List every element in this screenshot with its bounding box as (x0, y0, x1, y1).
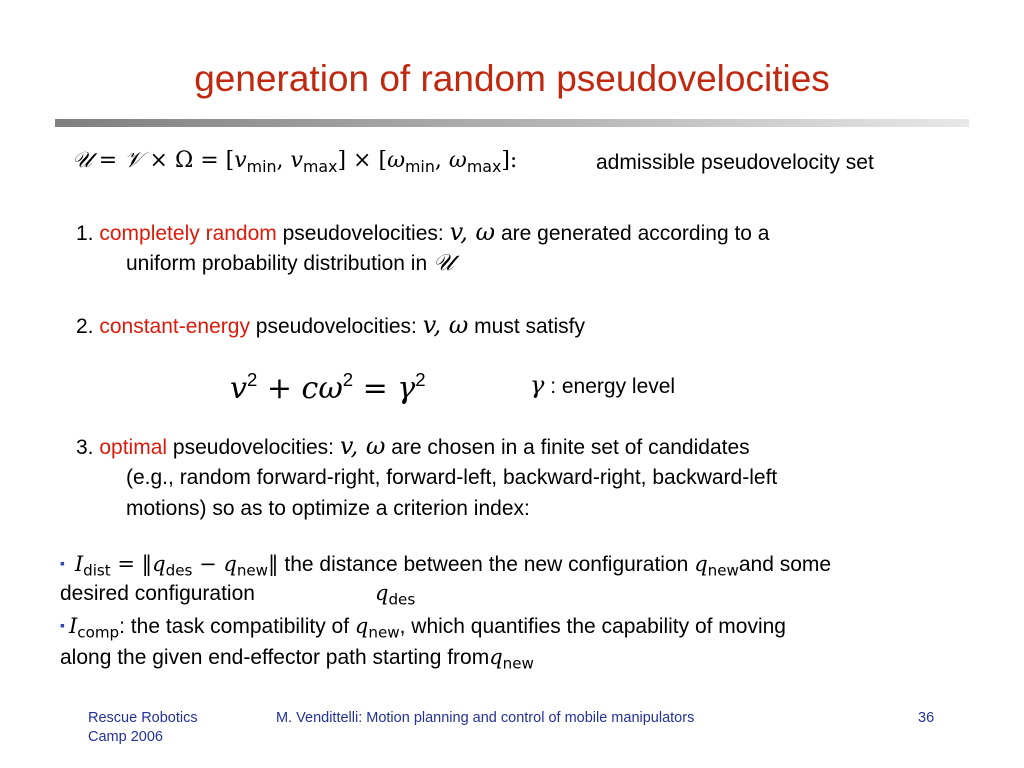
bullet-1-text-a: the distance between the new configuration (284, 553, 689, 576)
item-1-set-symbol: 𝒰 (433, 250, 454, 276)
item-1-symbols: v, ω (449, 218, 496, 246)
i-dist-formula: $I_{dist}$ = $‖q_{des}$ − $q_{new}‖$ (74, 552, 279, 580)
bullet-2-text-a: : the task compatibility of (119, 615, 350, 638)
bullet-1-line-1 (60, 550, 831, 584)
footer-center: M. Vendittelli: Motion planning and control of mobile manipulators (276, 710, 695, 726)
q-new-symbol: $q_{new}$ (694, 552, 739, 580)
item-2-text-b: must satisfy (474, 315, 585, 338)
energy-equation: $v^2 + c\omega^2 = \gamma^2$ (230, 369, 426, 407)
item-2-highlight: constant-energy (99, 315, 250, 338)
item-1-line-2 (126, 250, 454, 277)
item-3-highlight: optimal (99, 436, 168, 459)
bullet-2-line-2 (60, 644, 534, 677)
footer-left-line-2: Camp 2006 (88, 729, 163, 745)
item-2-text-a: pseudovelocities: (255, 315, 417, 338)
item-1-line-1 (76, 219, 770, 247)
gamma-symbol: γ (530, 371, 545, 399)
bullet-1-text-b: and some (738, 553, 832, 576)
energy-level-label (530, 372, 675, 400)
energy-level-text: : energy level (550, 375, 676, 398)
item-3-line-2: (e.g., random forward-right, forward-left, backward-right, backward-left (126, 466, 778, 489)
slide-title: generation of random pseudovelocities (194, 58, 830, 99)
item-1-number: 1. (76, 222, 94, 245)
item-2-number: 2. (76, 315, 94, 338)
footer-page-number: 36 (918, 710, 935, 726)
item-3-symbols: v, ω (339, 432, 386, 460)
q-new-symbol-3: $q_{new}$ (489, 645, 534, 673)
item-3-text-b: are chosen in a finite set of candidates (391, 436, 750, 459)
item-2-symbols: v, ω (422, 311, 469, 339)
footer-left (88, 709, 198, 747)
q-new-symbol-2: $q_{new}$ (354, 614, 400, 642)
i-comp-symbol: $I_{comp}$ (68, 614, 120, 642)
item-3-line-1 (76, 433, 750, 461)
item-2-line-1 (76, 312, 585, 340)
bullet-1-marker: ▪ (60, 555, 65, 571)
footer-left-line-1: Rescue Robotics (88, 710, 198, 726)
item-1-highlight: completely random (99, 222, 277, 245)
bullet-1-line-2: desired configuration (60, 582, 255, 605)
bullet-2-text-b: , which quantifies the capability of moving (399, 615, 786, 638)
admissible-set-description: admissible pseudovelocity set (596, 151, 874, 174)
admissible-set-formula: 𝒰 = 𝒱 × $\Omega = [v_{min}$, $v_{max}] \times [\omega_{min}$, $\omega_{max}$]: (72, 148, 518, 176)
item-3-number: 3. (76, 436, 94, 459)
item-1-text-a: pseudovelocities: (282, 222, 444, 245)
item-1-text-b: are generated according to a (500, 222, 770, 245)
item-3-line-3: motions) so as to optimize a criterion index: (126, 497, 530, 520)
item-3-text-a: pseudovelocities: (172, 436, 335, 459)
q-des-symbol: $q_{des}$ (375, 581, 416, 609)
bullet-2-line-2-text: along the given end-effector path starting from (60, 646, 490, 669)
item-1-text-c: uniform probability distribution in (126, 252, 428, 275)
bullet-2-marker: ▪ (60, 617, 65, 633)
title-divider (55, 119, 969, 127)
bullet-2-line-1 (60, 612, 786, 646)
